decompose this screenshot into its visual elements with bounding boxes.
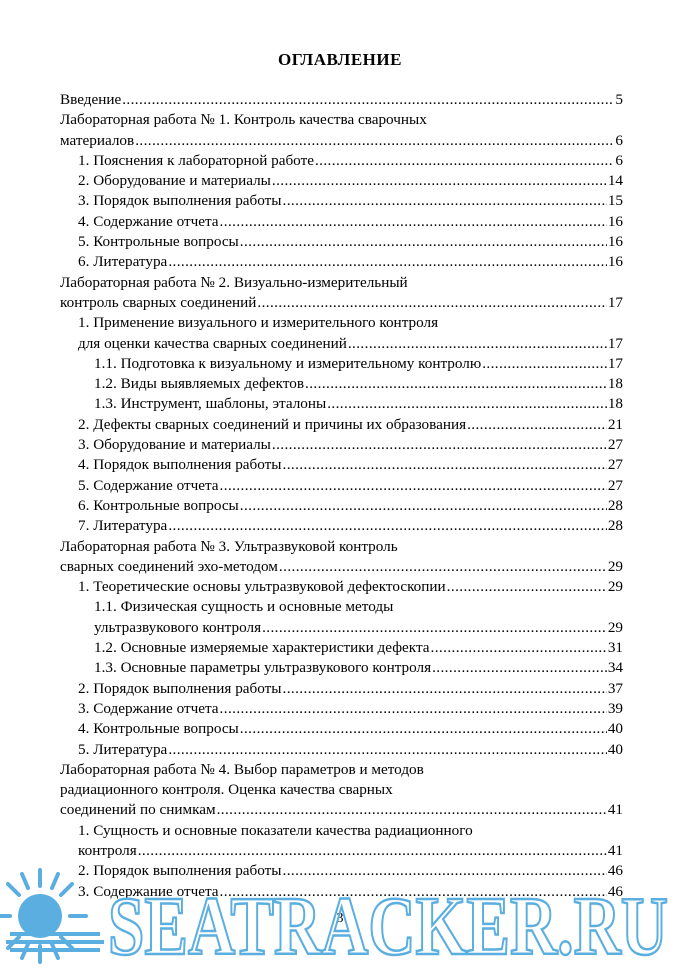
toc-entry-page: 46 [607, 862, 623, 880]
toc-entry-text: 1. Применение визуального и измерительного контроля [78, 314, 439, 332]
toc-entry-text: 5. Литература [78, 740, 168, 758]
toc-entry-page: 16 [607, 212, 623, 230]
toc-leader-dots [283, 679, 607, 699]
toc-entry-page: 15 [607, 192, 623, 210]
toc-entry [60, 516, 623, 536]
toc-leader-dots [220, 699, 607, 719]
toc-entry-page: 27 [607, 436, 623, 454]
toc-entry-text: 1.2. Виды выявляемых дефектов [94, 375, 305, 393]
toc-entry [60, 110, 623, 130]
toc-leader-dots [447, 577, 607, 597]
toc-entry-text: Лабораторная работа № 3. Ультразвуковой контроль [60, 537, 398, 555]
toc-entry [60, 719, 623, 739]
toc-entry-page: 29 [607, 618, 623, 636]
toc-entry-page: 16 [607, 253, 623, 271]
toc-entry-text: ультразвукового контроля [94, 618, 262, 636]
toc-entry-page: 40 [607, 740, 623, 758]
toc-entry-text: 1.3. Основные параметры ультразвукового контроля [94, 659, 432, 677]
toc-entry-page: 28 [607, 517, 623, 535]
toc-leader-dots [217, 800, 607, 820]
toc-entry-page: 17 [607, 293, 623, 311]
toc-entry [60, 232, 623, 252]
toc-entry-text: Лабораторная работа № 1. Контроль качества сварочных [60, 111, 427, 129]
toc-entry-page: 5 [615, 91, 623, 108]
toc-entry-page: 31 [607, 639, 623, 657]
toc-entry-page: 41 [607, 841, 623, 859]
toc-entry [60, 476, 623, 496]
toc-entry-text: 2. Дефекты сварных соединений и причины их образования [78, 415, 467, 433]
toc-leader-dots [432, 658, 607, 678]
toc-entry-text: 5. Контрольные вопросы [78, 233, 239, 251]
toc-entry [60, 577, 623, 597]
toc-entry [60, 90, 623, 110]
toc-entry-page: 39 [607, 699, 623, 717]
toc-leader-dots [262, 618, 607, 638]
toc-entry-page: 37 [607, 679, 623, 697]
toc-leader-dots [272, 435, 607, 455]
toc-entry [60, 800, 623, 820]
toc-entry [60, 394, 623, 414]
toc-entry [60, 658, 623, 678]
toc-entry [60, 557, 623, 577]
toc-leader-dots [168, 740, 607, 760]
toc-entry [60, 760, 623, 780]
toc-leader-dots [279, 557, 607, 577]
toc-entry-text: 2. Порядок выполнения работы [78, 679, 282, 697]
toc-entry-page: 17 [607, 334, 623, 352]
toc-entry-text: 3. Содержание отчета [78, 882, 219, 900]
toc-entry-text: 5. Содержание отчета [78, 476, 219, 494]
toc-leader-dots [168, 252, 607, 272]
toc-leader-dots [315, 151, 614, 171]
toc-leader-dots [283, 455, 607, 475]
toc-entry-text: 4. Контрольные вопросы [78, 720, 239, 738]
toc-leader-dots [168, 516, 607, 536]
toc-entry [60, 191, 623, 211]
toc-entry [60, 334, 623, 354]
toc-entry-text: Лабораторная работа № 2. Визуально-измерительный [60, 273, 408, 291]
toc-entry-text: 1.1. Физическая сущность и основные методы [94, 598, 394, 616]
toc-leader-dots [220, 476, 607, 496]
toc-entry-text: 6. Литература [78, 253, 168, 271]
toc-entry-text: 1.2. Основные измеряемые характеристики дефекта [94, 639, 430, 657]
toc-entry [60, 699, 623, 719]
watermark [0, 858, 680, 969]
toc-entry [60, 597, 623, 617]
toc-leader-dots [327, 394, 607, 414]
toc-entry [60, 496, 623, 516]
toc-leader-dots [467, 415, 607, 435]
toc-entry-text: 1. Пояснения к лабораторной работе [78, 151, 314, 169]
toc-entry-text: 4. Содержание отчета [78, 212, 219, 230]
toc-entry-text: контроля [78, 841, 137, 859]
toc-leader-dots [240, 719, 607, 739]
toc-entry-page: 28 [607, 496, 623, 514]
toc-entry-text: 6. Контрольные вопросы [78, 496, 239, 514]
toc-entry [60, 354, 623, 374]
toc-entry-text: Лабораторная работа № 4. Выбор параметров и методов [60, 760, 424, 778]
toc-entry-text: материалов [60, 131, 135, 149]
toc-entry-page: 27 [607, 476, 623, 494]
toc-leader-dots [240, 496, 607, 516]
toc-leader-dots [482, 354, 607, 374]
toc-entry-page: 6 [615, 151, 623, 169]
toc-entry-text: 1.3. Инструмент, шаблоны, эталоны [94, 395, 327, 413]
toc-entry-text: для оценки качества сварных соединений [78, 334, 347, 352]
toc-leader-dots [257, 293, 606, 313]
watermark-text: SEATRACKER.RU [108, 880, 668, 969]
toc-entry [60, 679, 623, 699]
table-of-contents [60, 90, 623, 902]
toc-entry-page: 27 [607, 456, 623, 474]
toc-entry-text: контроль сварных соединений [60, 293, 257, 311]
toc-entry-text: 2. Порядок выполнения работы [78, 862, 282, 880]
toc-entry-text: 3. Содержание отчета [78, 699, 219, 717]
toc-entry-page: 16 [607, 233, 623, 251]
toc-entry-text: 3. Оборудование и материалы [78, 436, 271, 454]
toc-leader-dots [135, 131, 614, 151]
toc-entry-page: 18 [607, 395, 623, 413]
toc-entry-text: 4. Порядок выполнения работы [78, 456, 282, 474]
toc-entry-page: 18 [607, 375, 623, 393]
toc-entry [60, 313, 623, 333]
toc-entry-page: 29 [607, 578, 623, 596]
toc-entry-text: 2. Оборудование и материалы [78, 172, 271, 190]
toc-leader-dots [305, 374, 607, 394]
toc-entry [60, 455, 623, 475]
toc-entry-page: 6 [615, 131, 623, 149]
toc-entry-text: 7. Литература [78, 517, 168, 535]
toc-entry [60, 151, 623, 171]
toc-entry-page: 17 [607, 354, 623, 372]
toc-leader-dots [431, 638, 607, 658]
toc-entry [60, 435, 623, 455]
toc-leader-dots [240, 232, 607, 252]
wave-lines [6, 932, 104, 952]
toc-entry-text: соединений по снимкам [60, 801, 216, 819]
toc-entry [60, 415, 623, 435]
toc-entry-page: 40 [607, 720, 623, 738]
toc-entry [60, 293, 623, 313]
toc-entry-page: 29 [607, 557, 623, 575]
toc-entry [60, 638, 623, 658]
page-title: ОГЛАВЛЕНИЕ [278, 50, 402, 69]
toc-entry [60, 618, 623, 638]
toc-entry-text: 1.1. Подготовка к визуальному и измерительному контролю [94, 354, 482, 372]
toc-leader-dots [283, 191, 607, 211]
toc-entry [60, 537, 623, 557]
toc-entry-text: Введение [60, 91, 122, 108]
toc-entry-text: 3. Порядок выполнения работы [78, 192, 282, 210]
toc-leader-dots [122, 90, 614, 110]
toc-entry [60, 131, 623, 151]
toc-entry [60, 212, 623, 232]
toc-entry [60, 740, 623, 760]
toc-leader-dots [348, 334, 607, 354]
toc-entry [60, 252, 623, 272]
toc-entry-page: 21 [607, 415, 623, 433]
toc-entry-text: 1. Сущность и основные показатели качества радиационного [78, 821, 473, 839]
toc-entry-text: 1. Теоретические основы ультразвуковой дефектоскопии [78, 578, 446, 596]
page-number: 3 [336, 911, 344, 926]
toc-entry-page: 46 [607, 882, 623, 900]
toc-entry-text: радиационного контроля. Оценка качества сварных [60, 781, 393, 799]
toc-entry [60, 821, 623, 841]
toc-entry [60, 374, 623, 394]
toc-entry-page: 41 [607, 801, 623, 819]
toc-entry-page: 14 [607, 172, 623, 190]
toc-entry [60, 780, 623, 800]
toc-entry [60, 273, 623, 293]
toc-entry [60, 171, 623, 191]
toc-leader-dots [272, 171, 607, 191]
toc-entry-text: сварных соединений эхо-методом [60, 557, 278, 575]
toc-entry-page: 34 [607, 659, 623, 677]
toc-leader-dots [220, 212, 607, 232]
